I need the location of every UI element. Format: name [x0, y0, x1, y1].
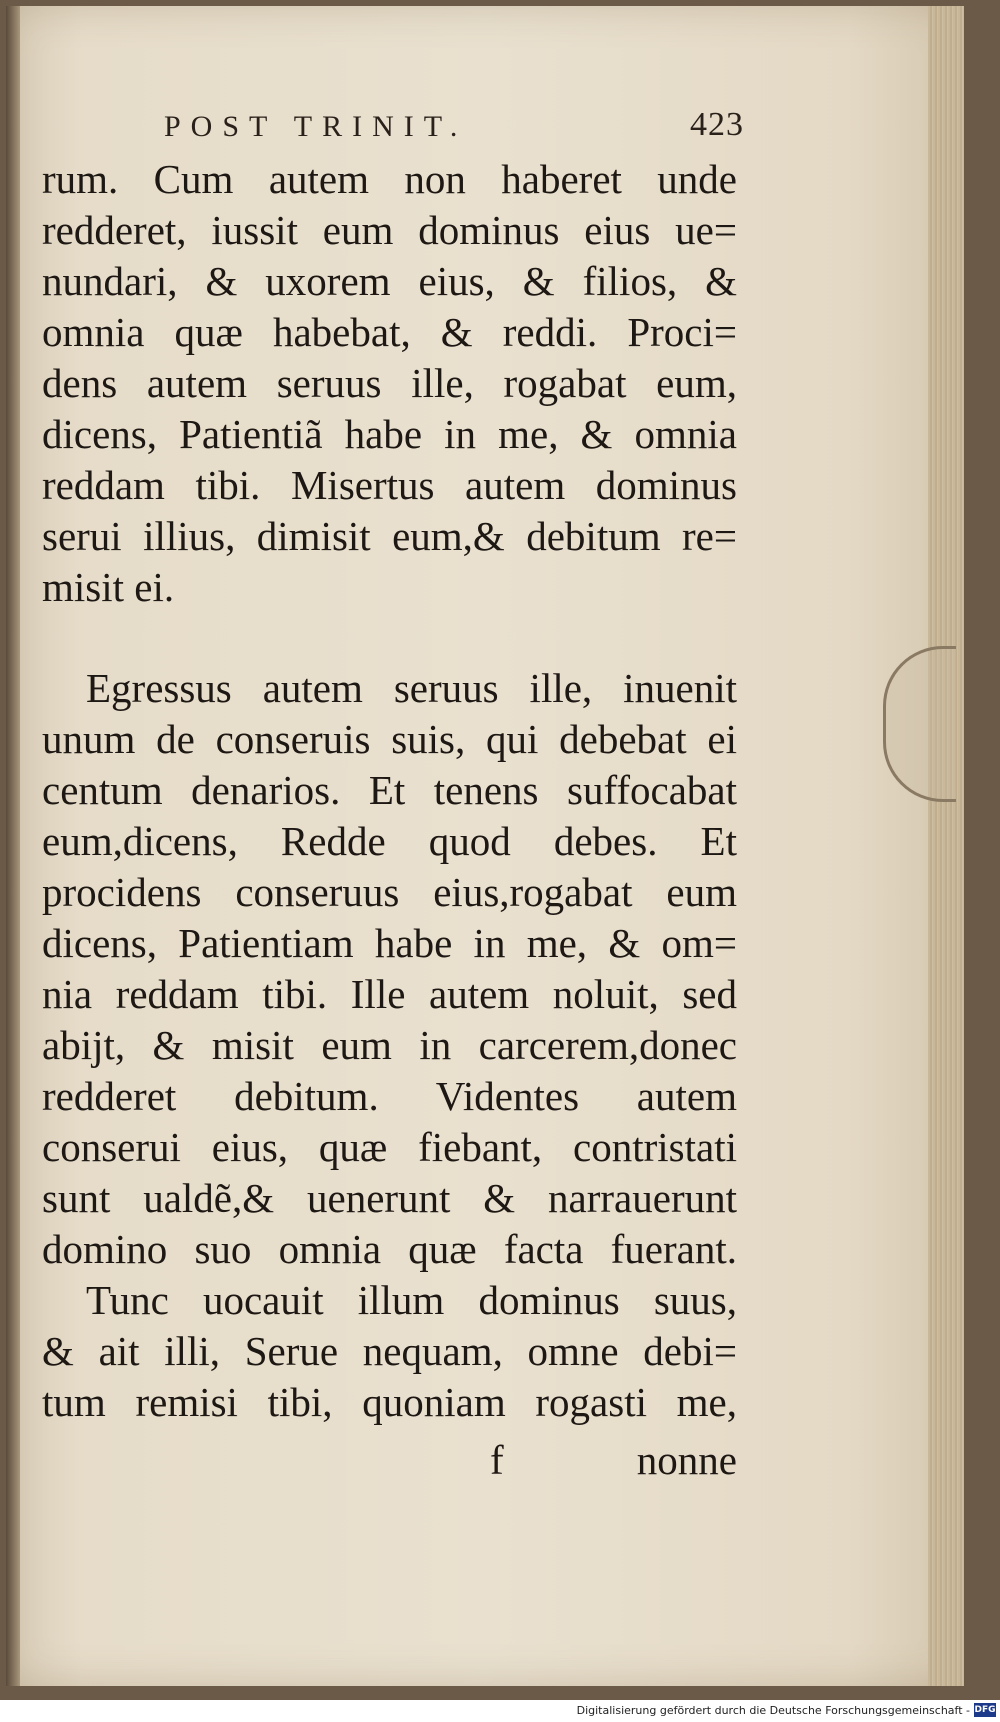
page-edges [928, 6, 964, 1686]
running-title: POST TRINIT. [164, 110, 468, 143]
text-line: Egressus autem seruus ille, inuenit [86, 665, 737, 711]
page-footer [42, 1436, 737, 1486]
banner-text: Digitalisierung gefördert durch die Deutsche Forschungsgemeinschaft - [576, 1704, 970, 1717]
signature-mark: f [490, 1437, 504, 1483]
dfg-logo: DFG [974, 1705, 996, 1715]
text-line: nia reddam tibi. Ille autem noluit, sed [42, 971, 737, 1017]
text-line: sunt ualdẽ,& uenerunt & narrauerunt [42, 1175, 737, 1221]
page-number: 423 [690, 106, 744, 143]
text-line: conserui eius, quæ fiebant, contristati [42, 1124, 737, 1170]
text-line: Tunc uocauit illum dominus suus, [86, 1277, 737, 1323]
text-line: centum denarios. Et tenens suffocabat [42, 767, 737, 813]
paragraph-gap [42, 613, 737, 663]
text-line: serui illius, dimisit eum,& debitum re= [42, 513, 737, 559]
page-clasp [883, 646, 956, 802]
digitization-banner [0, 1700, 1000, 1722]
text-line: nundari, & uxorem eius, & filios, & [42, 258, 737, 304]
page-gutter [6, 6, 20, 1686]
text-line: redderet, iussit eum dominus eius ue= [42, 207, 737, 253]
text-line: tum remisi tibi, quoniam rogasti me, [42, 1379, 737, 1425]
catchword: nonne [636, 1437, 737, 1483]
text-line: dens autem seruus ille, rogabat eum, [42, 360, 737, 406]
text-line: dicens, Patientiam habe in me, & om= [42, 920, 737, 966]
text-line: rum. Cum autem non haberet unde [42, 156, 737, 202]
text-line: & ait illi, Serue nequam, omne debi= [42, 1328, 737, 1374]
text-block [42, 154, 737, 1428]
text-line: procidens conseruus eius,rogabat eum [42, 869, 737, 915]
running-header [164, 106, 744, 150]
text-line: omnia quæ habebat, & reddi. Proci= [42, 309, 737, 355]
text-line: dicens, Patientiã habe in me, & omnia [42, 411, 737, 457]
text-line: eum,dicens, Redde quod debes. Et [42, 818, 737, 864]
text-line: domino suo omnia quæ facta fuerant. [42, 1226, 737, 1272]
text-line: unum de conseruis suis, qui debebat ei [42, 716, 737, 762]
text-line: redderet debitum. Videntes autem [42, 1073, 737, 1119]
text-line: misit ei. [42, 564, 175, 610]
text-line: reddam tibi. Misertus autem dominus [42, 462, 737, 508]
book-page [6, 6, 964, 1686]
text-line: abijt, & misit eum in carcerem,donec [42, 1022, 737, 1068]
